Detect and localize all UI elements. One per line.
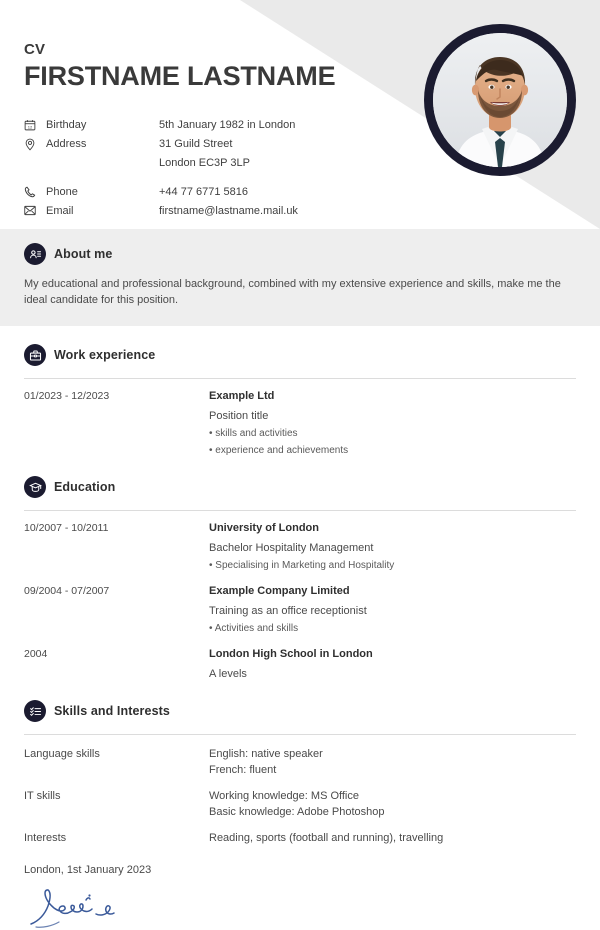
about-me-text: My educational and professional background, combined with my extensive experience and skills, make me the ideal candidate for this position.: [24, 278, 561, 306]
education-entry-date: 09/2004 - 07/2007: [24, 585, 110, 597]
education-entry-date: 2004: [24, 648, 48, 660]
work-experience-section: [0, 344, 600, 458]
about-me-heading: [24, 243, 576, 265]
applicant-portrait: [433, 33, 567, 167]
contact-row-birthday: [24, 116, 298, 135]
skills-title: Skills and Interests: [54, 704, 170, 718]
education-divider: [24, 510, 576, 511]
cv-label: CV: [24, 41, 46, 58]
work-experience-heading: [24, 344, 576, 366]
contact-row-address: [24, 135, 298, 173]
work-entry-row: [24, 389, 576, 458]
map-pin-icon: [24, 135, 46, 173]
calendar-icon: [24, 116, 46, 135]
contact-row-email: [24, 202, 298, 221]
education-entry-bullet: • Specialising in Marketing and Hospitality: [209, 560, 395, 571]
education-entry-role: Bachelor Hospitality Management: [209, 542, 374, 554]
education-entry-date: 10/2007 - 10/2011: [24, 522, 109, 534]
education-entry-body: [209, 647, 576, 682]
education-entry-role: Training as an office receptionist: [209, 605, 367, 617]
skills-row: [24, 788, 576, 830]
place-and-date: London, 1st January 2023: [24, 864, 152, 876]
skills-row: [24, 746, 576, 788]
contact-value-birthday: 5th January 1982 in London: [159, 119, 296, 132]
skills-heading: [24, 700, 576, 722]
contact-label-address: Address: [46, 138, 87, 151]
education-entry-role: A levels: [209, 668, 247, 680]
cv-header: [0, 0, 600, 229]
work-entries: [24, 389, 576, 458]
skills-value-line: Basic knowledge: Adobe Photoshop: [209, 806, 385, 818]
skills-row-label: Language skills: [24, 748, 100, 760]
skills-rows: [24, 746, 576, 856]
work-entry-date: 01/2023 - 12/2023: [24, 390, 110, 402]
address-line-1: 31 Guild Street: [159, 138, 233, 151]
contact-details: [24, 116, 298, 221]
skills-row-label: Interests: [24, 832, 67, 844]
education-entry-body: [209, 584, 576, 636]
briefcase-icon: [24, 344, 46, 366]
contact-value-address: [159, 135, 298, 173]
work-entry-bullet: • experience and achievements: [209, 445, 349, 456]
work-entry-body: [209, 389, 576, 458]
work-divider: [24, 378, 576, 379]
skills-row-value: [209, 788, 576, 830]
skills-value-line: Reading, sports (football and running), travelling: [209, 832, 444, 844]
phone-icon: [24, 183, 46, 202]
avatar: [424, 24, 576, 176]
person-card-icon: [24, 243, 46, 265]
skills-row-value: [209, 746, 576, 788]
svg-text:12: 12: [27, 124, 33, 130]
education-entry-row: [24, 521, 576, 573]
contact-label-birthday: Birthday: [46, 119, 87, 132]
work-entry-bullet: • skills and activities: [209, 428, 298, 439]
page-title: FIRSTNAME LASTNAME: [24, 60, 336, 91]
skills-row-label: IT skills: [24, 790, 61, 802]
signature: [0, 876, 600, 930]
education-entry-row: [24, 584, 576, 636]
about-me-title: About me: [54, 247, 113, 261]
education-entry-row: [24, 647, 576, 682]
skills-row: [24, 830, 576, 856]
education-entry-bullet: • Activities and skills: [209, 623, 299, 634]
skills-row-value: [209, 830, 576, 856]
contact-row-phone: [24, 183, 298, 202]
skills-value-line: Working knowledge: MS Office: [209, 790, 359, 802]
contact-value-phone: +44 77 6771 5816: [159, 186, 249, 199]
education-entry-body: [209, 521, 576, 573]
education-title: Education: [54, 480, 116, 494]
contact-label-phone: Phone: [46, 186, 78, 199]
education-entries: [24, 521, 576, 682]
graduation-cap-icon: [24, 476, 46, 498]
skills-section: [0, 700, 600, 856]
contact-label-email: Email: [46, 205, 74, 218]
work-entry-org: Example Ltd: [209, 390, 275, 402]
education-entry-org: University of London: [209, 522, 319, 534]
work-experience-title: Work experience: [54, 348, 156, 362]
work-entry-role: Position title: [209, 410, 269, 422]
about-me-section: [0, 229, 600, 326]
skills-value-line: French: fluent: [209, 764, 277, 776]
education-section: [0, 476, 600, 682]
education-entry-org: London High School in London: [209, 648, 373, 660]
education-heading: [24, 476, 576, 498]
address-line-2: London EC3P 3LP: [159, 157, 250, 170]
skills-divider: [24, 734, 576, 735]
envelope-icon: [24, 202, 46, 221]
checklist-icon: [24, 700, 46, 722]
education-entry-org: Example Company Limited: [209, 585, 350, 597]
skills-value-line: English: native speaker: [209, 748, 323, 760]
contact-value-email: firstname@lastname.mail.uk: [159, 205, 298, 218]
